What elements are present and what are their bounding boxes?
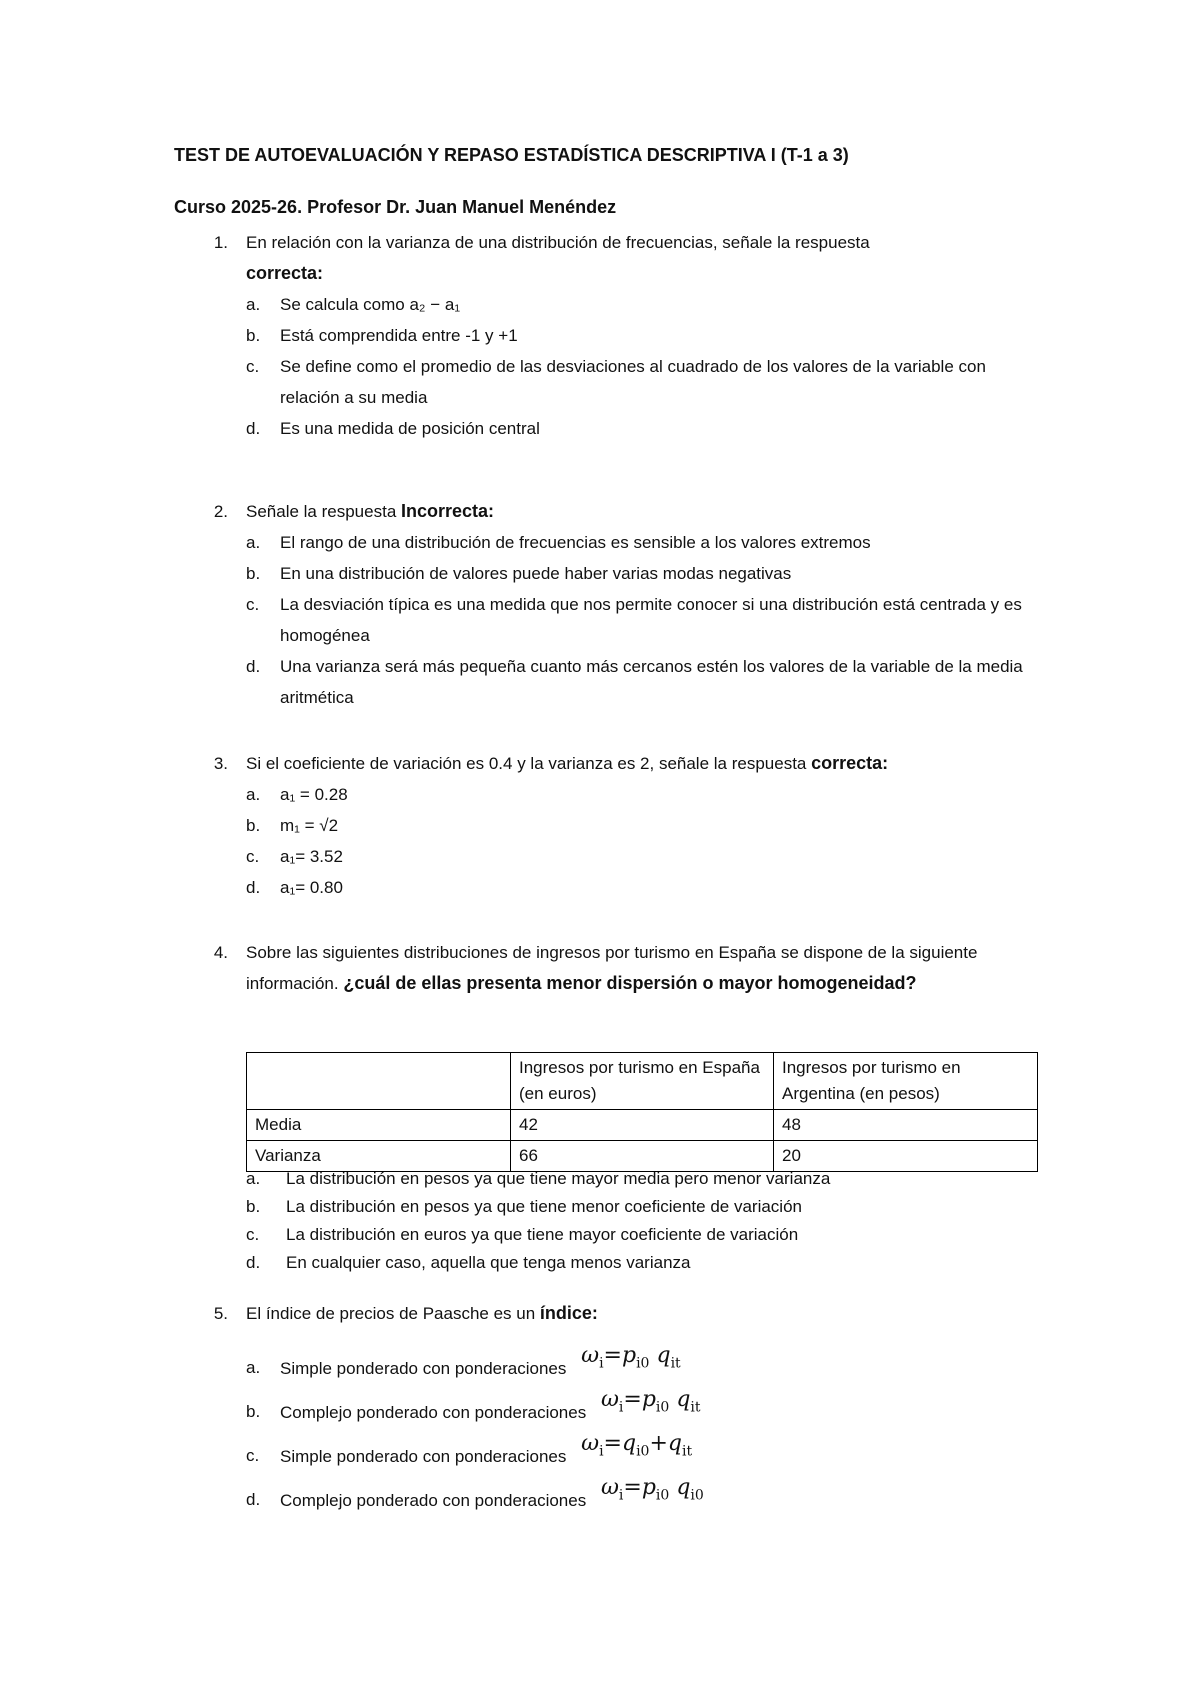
table-header-cell: Ingresos por turismo en Argentina (en pesos) xyxy=(774,1053,1038,1110)
question-emphasis: correcta: xyxy=(246,263,324,283)
question-1 xyxy=(206,227,1050,444)
option-a[interactable]: a. Se calcula como a₂ − a₁ xyxy=(246,295,461,314)
option-a[interactable]: a. El rango de una distribución de frecuencias es sensible a los valores extremos xyxy=(246,533,871,552)
question-number: 5. xyxy=(213,1304,228,1323)
option-d[interactable]: d. En cualquier caso, aquella que tenga menos varianza xyxy=(246,1253,691,1272)
table-cell: 66 xyxy=(511,1141,774,1172)
table-header-cell: Ingresos por turismo en España (en euros) xyxy=(511,1053,774,1110)
question-5-options xyxy=(206,1343,1050,1522)
question-emphasis: ¿cuál de ellas presenta menor dispersión o mayor homogeneidad? xyxy=(343,973,917,993)
question-text: Sobre las siguientes distribuciones de ingresos por turismo en España se dispone de la siguiente información. ¿cuál de ellas presenta menor dispersión o mayor homogeneidad? xyxy=(246,943,978,993)
table-cell: 20 xyxy=(774,1141,1038,1172)
option-b[interactable]: b. m₁ = √2 xyxy=(246,816,339,835)
weight-formula: $\omega_i=q_{i0}+q_{it}$ xyxy=(581,1431,693,1460)
option-b[interactable]: b. Está comprendida entre -1 y +1 xyxy=(246,326,518,345)
options-list xyxy=(246,1165,1056,1277)
table-row xyxy=(247,1110,1038,1141)
question-emphasis: correcta: xyxy=(811,753,889,773)
data-table xyxy=(246,1052,1038,1172)
question-3 xyxy=(206,748,1050,903)
question-emphasis: índice: xyxy=(539,1303,598,1323)
options-list xyxy=(246,527,1050,713)
question-text: El índice de precios de Paasche es un índice: xyxy=(246,1303,598,1323)
option-b[interactable]: b. En una distribución de valores puede haber varias modas negativas xyxy=(246,564,792,583)
table-cell: Varianza xyxy=(247,1141,511,1172)
question-4-options xyxy=(206,1165,1056,1277)
option-c[interactable]: c. La distribución en euros ya que tiene mayor coeficiente de variación xyxy=(246,1225,799,1244)
table-cell: 42 xyxy=(511,1110,774,1141)
option-b[interactable]: b. La distribución en pesos ya que tiene menor coeficiente de variación xyxy=(246,1197,802,1216)
question-text: Si el coeficiente de variación es 0.4 y la varianza es 2, señale la respuesta correcta: xyxy=(246,753,889,773)
table-cell: 48 xyxy=(774,1110,1038,1141)
question-emphasis: Incorrecta: xyxy=(401,501,495,521)
options-list xyxy=(246,289,1050,444)
option-c[interactable]: c. La desviación típica es una medida que nos permite conocer si una distribución está centrada y es homogénea xyxy=(246,595,1022,645)
question-text: En relación con la varianza de una distribución de frecuencias, señale la respuesta correcta: xyxy=(246,233,870,283)
question-number: 4. xyxy=(213,943,228,962)
question-2 xyxy=(206,496,1050,713)
question-5 xyxy=(206,1298,1046,1329)
weight-formula: $\omega_i=p_{i0}$ $q_{i0}$ xyxy=(600,1475,704,1504)
option-c[interactable]: c. Se define como el promedio de las desviaciones al cuadrado de los valores de la variable con relación a su media xyxy=(246,357,986,407)
option-a[interactable]: a. La distribución en pesos ya que tiene mayor media pero menor varianza xyxy=(246,1169,831,1188)
table-header-row xyxy=(247,1053,1038,1110)
option-b[interactable]: b. Complejo ponderado con ponderaciones $\omega_i=p_{i0}$ $q_{it}$ xyxy=(246,1387,701,1422)
option-d[interactable]: d. Una varianza será más pequeña cuanto más cercanos estén los valores de la variable de la media aritmética xyxy=(246,657,1023,707)
option-c[interactable]: c. a₁= 3.52 xyxy=(246,847,343,866)
document-title: TEST DE AUTOEVALUACIÓN Y REPASO ESTADÍSTICA DESCRIPTIVA I (T-1 a 3) xyxy=(174,145,849,165)
table-header-cell xyxy=(247,1053,511,1110)
question-number: 2. xyxy=(213,502,228,521)
option-d[interactable]: d. Es una medida de posición central xyxy=(246,419,540,438)
question-4 xyxy=(206,937,1046,999)
option-a[interactable]: a. a₁ = 0.28 xyxy=(246,785,348,804)
table-cell: Media xyxy=(247,1110,511,1141)
option-d[interactable]: d. a₁= 0.80 xyxy=(246,878,343,897)
question-number: 1. xyxy=(213,233,228,252)
question-number: 3. xyxy=(213,754,228,773)
options-list xyxy=(246,1343,1050,1522)
question-text: Señale la respuesta Incorrecta: xyxy=(246,501,495,521)
option-d[interactable]: d. Complejo ponderado con ponderaciones $\omega_i=p_{i0}$ $q_{i0}$ xyxy=(246,1475,704,1510)
course-line: Curso 2025-26. Profesor Dr. Juan Manuel Menéndez xyxy=(174,197,617,217)
option-c[interactable]: c. Simple ponderado con ponderaciones $\omega_i=q_{i0}+q_{it}$ xyxy=(246,1431,693,1466)
weight-formula: $\omega_i=p_{i0}$ $q_{it}$ xyxy=(581,1343,681,1372)
weight-formula: $\omega_i=p_{i0}$ $q_{it}$ xyxy=(600,1387,701,1416)
options-list xyxy=(246,779,1050,903)
option-a[interactable]: a. Simple ponderado con ponderaciones $\omega_i=p_{i0}$ $q_{it}$ xyxy=(246,1343,681,1378)
